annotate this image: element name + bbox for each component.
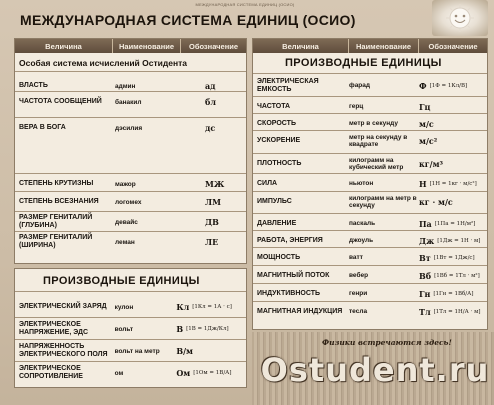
row-divider bbox=[253, 173, 487, 174]
right-table-header bbox=[253, 39, 487, 53]
right-title: ПРОИЗВОДНЫЕ ЕДИНИЦЫ bbox=[285, 57, 442, 69]
unit-name-cell: метр на секунду в квадрате bbox=[349, 133, 408, 148]
quantity-cell: ИНДУКТИВНОСТЬ bbox=[257, 289, 321, 297]
slogan: Физики встречаются здесь! bbox=[322, 338, 452, 347]
quantity-cell: ВЛАСТЬ bbox=[19, 82, 48, 89]
table-row bbox=[253, 285, 487, 302]
symbol-cell bbox=[419, 303, 487, 320]
table-row bbox=[253, 249, 487, 266]
unit-symbol: Ф bbox=[419, 80, 427, 91]
unit-formula: [1Гн = 1Вб/А] bbox=[433, 290, 474, 297]
table-row bbox=[15, 363, 246, 383]
divider bbox=[253, 73, 487, 74]
quantity-cell: СКОРОСТЬ bbox=[257, 119, 296, 127]
row-divider bbox=[15, 191, 246, 192]
symbol-cell bbox=[419, 249, 487, 266]
unit-formula: [1Ф = 1Кл/В] bbox=[429, 82, 468, 89]
quantity-cell: СТЕПЕНЬ ВСЕЗНАНИЯ bbox=[19, 198, 99, 205]
unit-formula: [1Н = 1кг · м/с²] bbox=[429, 180, 477, 187]
quantity-cell: РАЗМЕР ГЕНИТАЛИЙ (ШИРИНА) bbox=[19, 234, 93, 249]
table-row bbox=[253, 132, 487, 149]
unit-formula: [1Па = 1Н/м²] bbox=[434, 220, 476, 227]
table-row bbox=[15, 119, 246, 137]
symbol-cell bbox=[183, 233, 243, 251]
row-divider bbox=[15, 339, 246, 340]
unit-name-cell: джоуль bbox=[349, 237, 374, 244]
quantity-cell: УСКОРЕНИЕ bbox=[257, 136, 301, 144]
row-divider bbox=[253, 130, 487, 131]
unit-symbol: Н bbox=[419, 178, 427, 189]
unit-symbol: Вб bbox=[419, 270, 432, 281]
unit-name-cell: девайс bbox=[115, 218, 138, 226]
unit-name-cell: вольт на метр bbox=[114, 347, 160, 355]
unit-symbol: Вт bbox=[419, 252, 431, 263]
unit-name-cell: мажор bbox=[115, 180, 136, 188]
unit-symbol: Гц bbox=[419, 101, 431, 112]
row-divider bbox=[15, 317, 246, 318]
unit-symbol: м/с bbox=[419, 118, 434, 129]
col-quantity: Величина bbox=[15, 39, 113, 53]
symbol-cell bbox=[183, 213, 243, 231]
left-table-header bbox=[15, 39, 246, 53]
symbol-cell bbox=[183, 93, 243, 111]
unit-symbol: кг/м³ bbox=[419, 158, 444, 169]
unit-symbol: МЖ bbox=[205, 179, 225, 189]
unit-name-cell: метр в секунду bbox=[349, 120, 398, 127]
unit-symbol: ЛЕ bbox=[205, 237, 219, 247]
table-row bbox=[15, 319, 246, 339]
smiley-logo-icon bbox=[432, 0, 488, 36]
row-divider bbox=[15, 173, 246, 174]
symbol-cell bbox=[419, 193, 487, 210]
quantity-cell: СИЛА bbox=[257, 179, 278, 187]
symbol-cell bbox=[419, 267, 487, 284]
row-divider bbox=[15, 231, 246, 232]
unit-formula: [1Ом = 1В/А] bbox=[193, 370, 232, 376]
table-row bbox=[253, 303, 487, 320]
symbol-cell bbox=[176, 341, 246, 361]
unit-name-cell: леман bbox=[115, 238, 135, 246]
unit-symbol: Кл bbox=[176, 302, 190, 312]
unit-symbol: В bbox=[176, 324, 184, 334]
row-divider bbox=[253, 213, 487, 214]
unit-symbol: Тл bbox=[419, 306, 431, 317]
unit-name-cell: фарад bbox=[349, 82, 371, 89]
tiny-caption: МЕЖДУНАРОДНАЯ СИСТЕМА ЕДИНИЦ (ОСИО) bbox=[195, 2, 295, 7]
quantity-cell: ЧАСТОТА СООБЩЕНИЙ bbox=[19, 98, 102, 105]
unit-formula: [1В = 1Дж/Кл] bbox=[186, 326, 229, 332]
unit-name-cell: паскаль bbox=[349, 220, 376, 227]
unit-symbol: м/с² bbox=[419, 135, 438, 146]
quantity-cell: ВЕРА В БОГА bbox=[19, 124, 66, 131]
quantity-cell: МОЩНОСТЬ bbox=[257, 253, 301, 261]
symbol-cell bbox=[419, 77, 487, 94]
quantity-cell: ЭЛЕКТРИЧЕСКОЕ НАПРЯЖЕНИЕ, ЭДС bbox=[19, 321, 89, 336]
quantity-cell: ПЛОТНОСТЬ bbox=[257, 159, 302, 167]
right-panel bbox=[252, 38, 488, 330]
table-row bbox=[253, 175, 487, 192]
quantity-cell: МАГНИТНЫЙ ПОТОК bbox=[257, 271, 330, 279]
symbol-cell bbox=[183, 119, 243, 137]
col-name: Наименование bbox=[113, 39, 181, 53]
symbol-cell bbox=[176, 297, 246, 317]
table-row bbox=[15, 213, 246, 231]
quantity-cell: ЭЛЕКТРИЧЕСКАЯ ЕМКОСТЬ bbox=[257, 77, 319, 93]
table-row bbox=[15, 93, 246, 111]
unit-symbol: ДВ bbox=[205, 217, 219, 227]
symbol-cell bbox=[176, 319, 246, 339]
row-divider bbox=[253, 191, 487, 192]
quantity-cell: ИМПУЛЬС bbox=[257, 197, 292, 205]
quantity-cell: ДАВЛЕНИЕ bbox=[257, 219, 297, 227]
brand-logo: Ostudent.ru bbox=[260, 351, 490, 389]
unit-name-cell: герц bbox=[349, 103, 364, 110]
table-row bbox=[15, 297, 246, 317]
unit-symbol: Гн bbox=[419, 288, 431, 299]
quantity-cell: СТЕПЕНЬ КРУТИЗНЫ bbox=[19, 180, 94, 187]
unit-symbol: бл bbox=[205, 97, 216, 107]
row-divider bbox=[15, 117, 246, 118]
unit-name-cell: админ bbox=[115, 82, 136, 90]
divider bbox=[15, 71, 246, 72]
unit-name-cell: логомех bbox=[115, 198, 142, 206]
quantity-cell: РАЗМЕР ГЕНИТАЛИЙ (ГЛУБИНА) bbox=[19, 214, 93, 229]
row-divider bbox=[253, 96, 487, 97]
symbol-cell bbox=[419, 285, 487, 302]
row-divider bbox=[253, 113, 487, 114]
quantity-cell: РАБОТА, ЭНЕРГИЯ bbox=[257, 236, 323, 244]
col-name: Наименование bbox=[349, 39, 419, 53]
row-divider bbox=[15, 211, 246, 212]
page-title: МЕЖДУНАРОДНАЯ СИСТЕМА ЕДИНИЦ (ОСИО) bbox=[20, 12, 356, 28]
unit-name-cell: килограмм на метр в секунду bbox=[349, 194, 417, 209]
row-divider bbox=[253, 283, 487, 284]
unit-name-cell: ватт bbox=[349, 254, 363, 261]
unit-formula: [1Тл = 1Н/А · м] bbox=[433, 308, 481, 315]
symbol-cell bbox=[419, 175, 487, 192]
unit-name-cell: тесла bbox=[349, 308, 368, 315]
unit-formula: [1Вб = 1Тл · м²] bbox=[434, 272, 480, 279]
unit-name-cell: кулон bbox=[114, 303, 134, 311]
unit-name-cell: генри bbox=[349, 290, 368, 297]
symbol-cell bbox=[419, 155, 487, 172]
left-subtitle: Особая система исчислений Остидента bbox=[19, 58, 188, 68]
unit-name-cell: вольт bbox=[114, 325, 134, 333]
table-row bbox=[253, 77, 487, 94]
unit-name-cell: вебер bbox=[349, 272, 369, 279]
left-bottom-panel bbox=[14, 268, 247, 388]
divider bbox=[15, 291, 246, 292]
quantity-cell: МАГНИТНАЯ ИНДУКЦИЯ bbox=[257, 307, 343, 315]
unit-symbol: В/м bbox=[176, 346, 193, 356]
col-symbol: Обозначение bbox=[428, 41, 478, 51]
symbol-cell bbox=[176, 363, 246, 383]
row-divider bbox=[15, 91, 246, 92]
unit-formula: [1Кл = 1А · с] bbox=[192, 304, 232, 310]
unit-formula: [1Дж = 1Н · м] bbox=[437, 237, 481, 244]
quantity-cell: НАПРЯЖЕННОСТЬ ЭЛЕКТРИЧЕСКОГО ПОЛЯ bbox=[19, 343, 108, 358]
unit-symbol: Дж bbox=[419, 235, 435, 246]
table-row bbox=[15, 193, 246, 211]
unit-name-cell: килограмм на кубический метр bbox=[349, 156, 404, 171]
unit-symbol: Па bbox=[419, 218, 432, 229]
left-top-panel bbox=[14, 38, 247, 264]
unit-symbol: дс bbox=[205, 123, 216, 133]
quantity-cell: ЭЛЕКТРИЧЕСКОЕ СОПРОТИВЛЕНИЕ bbox=[19, 365, 83, 380]
unit-symbol: Ом bbox=[176, 368, 191, 378]
row-divider bbox=[253, 230, 487, 231]
table-row bbox=[253, 155, 487, 172]
quantity-cell: ЭЛЕКТРИЧЕСКИЙ ЗАРЯД bbox=[19, 303, 107, 310]
table-row bbox=[15, 233, 246, 251]
row-divider bbox=[253, 153, 487, 154]
row-divider bbox=[15, 361, 246, 362]
symbol-cell bbox=[183, 193, 243, 211]
row-divider bbox=[253, 265, 487, 266]
row-divider bbox=[253, 247, 487, 248]
row-divider bbox=[253, 301, 487, 302]
unit-name-cell: ньютон bbox=[349, 180, 374, 187]
unit-formula: [1Вт = 1Дж/с] bbox=[433, 254, 475, 261]
symbol-cell bbox=[419, 132, 487, 149]
unit-symbol: ЛМ bbox=[205, 197, 221, 207]
unit-symbol: ад bbox=[205, 81, 216, 91]
unit-name-cell: банакил bbox=[115, 98, 142, 106]
unit-name-cell: ом bbox=[114, 369, 124, 377]
left-bottom-title: ПРОИЗВОДНЫЕ ЕДИНИЦЫ bbox=[43, 275, 200, 287]
table-row bbox=[253, 193, 487, 210]
table-row bbox=[253, 267, 487, 284]
col-quantity: Величина bbox=[253, 39, 349, 53]
unit-name-cell: дэсилия bbox=[115, 124, 143, 132]
col-symbol: Обозначение bbox=[188, 41, 239, 51]
quantity-cell: ЧАСТОТА bbox=[257, 102, 291, 110]
table-row bbox=[15, 341, 246, 361]
unit-symbol: кг · м/с bbox=[419, 196, 453, 207]
